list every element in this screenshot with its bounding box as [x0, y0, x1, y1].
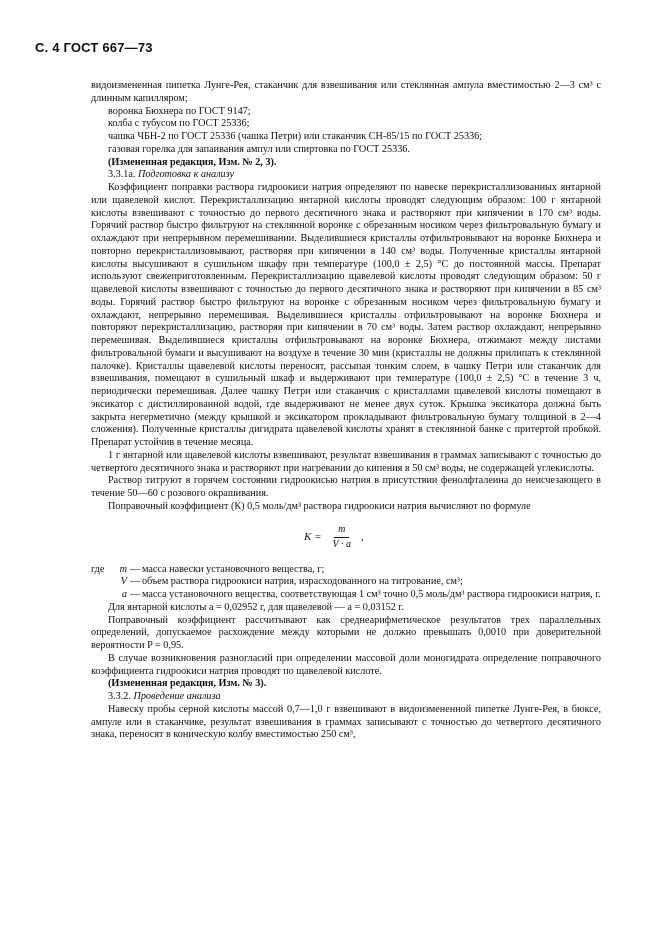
paragraph: Коэффициент поправки раствора гидроокиси натрия определяют по навеске перекристаллизованных янтарной или щавелевой кислот. Перекристаллизацию янтарной кислоты проводят следующим образом: 100 г янтарной кислоты взвешивают с точностью до первого десятичного знака и растворяют при кипячении в 170 см³ воды. Горячий раствор быстро фильтруют на стеклянной воронке с обрезанным носиком через фильтровальную бумагу и охлаждают при непрерывном перемешивании. Выделившиеся кристаллы отфильтровывают на воронке Бюхнера и повторно перекристаллизовывают, растворяя при кипячении в 140 см³ воды. Полученные кристаллы янтарной кислоты высушивают в сушильном шкафу при температуре (100,0 ± 2,5) °С до постоянной массы. Препарат используют свежеприготовленным. Перекристаллизацию щавелевой кислоты проводят следующим образом: 50 г щавелевой кислоты взвешивают с точностью до первого десятичного знака и растворяют при кипячении в 85 см³ воды. Горячий раствор быстро фильтруют на воронке с обрезанным носиком через фильтровальную бумагу и охлаждают, непрерывно перемешивая. Выделившиеся кристаллы отфильтровывают на воронке Бюхнера и повторяют перекристаллизацию, растворяя при кипячении в 70 см³ воды. Затем раствор охлаждают, непрерывно перемешивая. Выделившиеся кристаллы отфильтровывают на воронке Бюхнера, отжимают между листами фильтровальной бумаги и высушивают на воздухе в течение 30 мин (кристаллы не должны прилипать к стеклянной палочке). Кристаллы щавелевой кислоты переносят, рассыпая тонким слоем, в чашку Петри или стаканчик для взвешивания, помещают в сушильный шкаф и выдерживают при температуре (100,0 ± 2,5) °С в течение 3 ч, периодически перемешивая. Далее чашку Петри или стаканчик с кристаллами щавелевой кислоты помещают в эксикатор с дистиллированной водой, где выдерживают не менее двух суток. Крышка эксикатора должна быть закрыта негерметично (между крышкой и эксикатором прокладывают фильтровальную бумагу толщиной в 2—4 сложения). Полученные кристаллы дигидрата щавелевой кислоты хранят в стеклянной банке с притертой пробкой. Препарат устойчив в течение месяца.: [91, 182, 601, 448]
section-title: Подготовка к анализу: [138, 169, 235, 181]
amendment-note: (Измененная редакция, Изм. № 3).: [108, 678, 267, 690]
section-title: Проведение анализа: [133, 691, 221, 702]
page-header: С. 4 ГОСТ 667—73: [35, 40, 153, 55]
legend-prefix: где: [91, 563, 105, 575]
formula: [91, 522, 601, 556]
legend-text: масса навески установочного вещества, г;: [142, 563, 325, 575]
paragraph: В случае возникновения разногласий при определении массовой доли моногидрата определение поправочного коэффициента гидроокиси натрия проводят по щавелевой кислоте.: [91, 652, 601, 677]
section-heading: [91, 169, 601, 182]
legend-dash: —: [130, 589, 141, 600]
paragraph: Поправочный коэффициент (К) 0,5 моль/дм³ раствора гидроокиси натрия вычисляют по формуле: [108, 500, 531, 512]
paragraph: Поправочный коэффициент рассчитывают как среднеарифметическое результатов трех параллельных определений, допускаемое расхождение между которыми не должно превышать 0,0010 при доверительной вероятности P = 0,95.: [91, 614, 601, 651]
legend-text: масса установочного вещества, соответствующая 1 см³ точно 0,5 моль/дм³ раствора гидроокиси натрия, г.: [142, 589, 601, 600]
legend-symbol: V: [120, 576, 127, 588]
formula-tail: ,: [360, 531, 364, 544]
list-item: воронка Бюхнера по ГОСТ 9147;: [108, 105, 251, 117]
formula-numerator: m: [334, 524, 349, 539]
legend-symbol: a: [121, 589, 127, 600]
amendment-note: (Измененная редакция, Изм. № 2, 3).: [108, 156, 277, 168]
section-heading: [91, 691, 601, 704]
section-number: 3.3.1а.: [108, 169, 136, 181]
formula-fraction: [329, 524, 355, 553]
list-item: газовая горелка для запаивания ампул или спиртовка по ГОСТ 25336.: [108, 143, 410, 155]
formula-lhs: K =: [304, 531, 322, 544]
formula-legend-row: [91, 564, 601, 577]
document-body: [91, 80, 601, 742]
legend-dash: —: [130, 563, 141, 575]
paragraph: 1 г янтарной или щавелевой кислоты взвешивают, результат взвешивания в граммах записывают с точностью до четвертого десятичного знака и растворяют при нагревании до кипения в 50 см³ воды, не содержащей углекислоты.: [91, 449, 601, 474]
formula-legend-row: [91, 589, 601, 602]
formula-denominator: V · a: [332, 539, 351, 551]
legend-symbol: m: [119, 563, 127, 575]
list-item: чашка ЧБН-2 по ГОСТ 25336 (чашка Петри) или стаканчик СН-85/15 по ГОСТ 25336;: [108, 131, 483, 142]
paragraph: Для янтарной кислоты a = 0,02952 г, для щавелевой — a = 0,03152 г.: [108, 601, 404, 613]
paragraph: Навеску пробы серной кислоты массой 0,7—1,0 г взвешивают в видоизмененной пипетке Лунге-Рея, в бюксе, ампуле или в стаканчике, результат взвешивания в граммах записывают с точностью до четвертого десятичного знака, переносят в коническую колбу вместимостью 250 см³,: [91, 703, 601, 741]
list-item: колба с тубусом по ГОСТ 25336;: [108, 118, 250, 130]
legend-text: объем раствора гидроокиси натрия, израсходованного на титрование, см³;: [142, 576, 463, 588]
paragraph: Раствор титруют в горячем состоянии гидроокисью натрия в присутствии фенолфталеина до неисчезающего в течение 50—60 с розового окрашивания.: [91, 475, 601, 499]
formula-expression: [304, 524, 364, 553]
formula-legend-row: [91, 576, 601, 589]
paragraph: видоизмененная пипетка Лунге-Рея, стаканчик для взвешивания или стеклянная ампула вместимостью 2—3 см³ с длинным капилляром;: [91, 80, 601, 104]
section-number: 3.3.2.: [108, 691, 131, 702]
legend-dash: —: [130, 576, 141, 588]
